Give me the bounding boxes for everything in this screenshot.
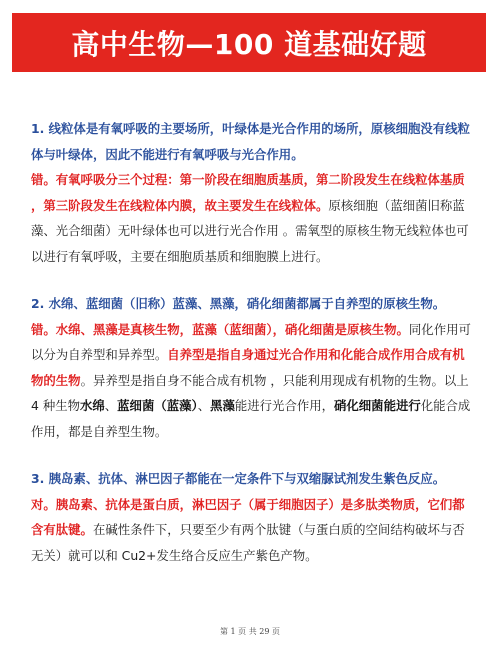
- answer-explanation: 化能合成作用，都是自养型生物。: [31, 398, 471, 439]
- answer-verdict: 错。有氧呼吸分三个过程：第一阶段在细胞质基质，第二阶段发生在线粒体基质 ，第三阶段发生在线粒体内膜，故主要发生在线粒体。: [31, 172, 465, 213]
- question-text: 2. 水绵、蓝细菌（旧称）蓝藻、黑藻，硝化细菌都属于自养型的原核生物。: [31, 296, 446, 311]
- organism-name: 黑藻: [210, 398, 235, 413]
- question-text: 1. 线粒体是有氧呼吸的主要场所，叶绿体是光合作用的场所，原核细胞没有线粒体与叶绿体，因此不能进行有氧呼吸与光合作用。: [31, 121, 470, 162]
- title-banner: [12, 13, 486, 72]
- question-item-2: [31, 291, 476, 444]
- answer-highlight: 自养型是指自身通过光合作用和化能合成作用合成有机物的生物: [31, 347, 465, 388]
- question-text: 3. 胰岛素、抗体、淋巴因子都能在一定条件下与双缩脲试剂发生紫色反应。: [31, 471, 446, 486]
- organism-name: 蓝细菌（蓝藻）: [117, 398, 198, 413]
- answer-explanation: 能进行光合作用，: [234, 398, 335, 413]
- answer-text: [31, 492, 476, 569]
- answer-verdict: 对。胰岛素、抗体是蛋白质，淋巴因子（属于细胞因子）是多肽类物质，它们都含有肽键。: [31, 496, 465, 537]
- answer-text: [31, 167, 476, 269]
- answer-explanation: 同化作用可以分为自养型和异养型。: [31, 321, 471, 362]
- question-item-1: [31, 116, 476, 269]
- organism-name: 硝化细菌能进行: [334, 398, 421, 413]
- page-footer: 第 1 页 共 29 页: [220, 627, 280, 636]
- answer-verdict: 错。水绵、黑藻是真核生物，蓝藻（蓝细菌），硝化细菌是原核生物。: [31, 321, 409, 337]
- answer-explanation: 原核细胞（蓝细菌旧称蓝藻、光合细菌）无叶绿体也可以进行光合作用 。需氧型的原核生物无线粒体也可以进行有氧呼吸，主要在细胞质基质和细胞膜上进行。: [31, 197, 469, 264]
- organism-name: 水绵: [80, 398, 105, 413]
- separator: 、: [197, 398, 211, 413]
- answer-explanation: 在碱性条件下，只要至少有两个肽键（与蛋白质的空间结构破坏与否无关）就可以和 Cu2+发生络合反应生产紫色产物。: [31, 522, 465, 563]
- separator: 、: [104, 398, 118, 413]
- answer-text: [31, 317, 476, 445]
- answer-explanation: 。异养型是指自身不能合成有机物 ，只能利用现成有机物的生物。以上 4 种生物: [31, 372, 469, 413]
- question-item-3: [31, 466, 476, 568]
- question-list: [31, 116, 476, 568]
- page-title: 高中生物—100 道基础好题: [71, 27, 427, 61]
